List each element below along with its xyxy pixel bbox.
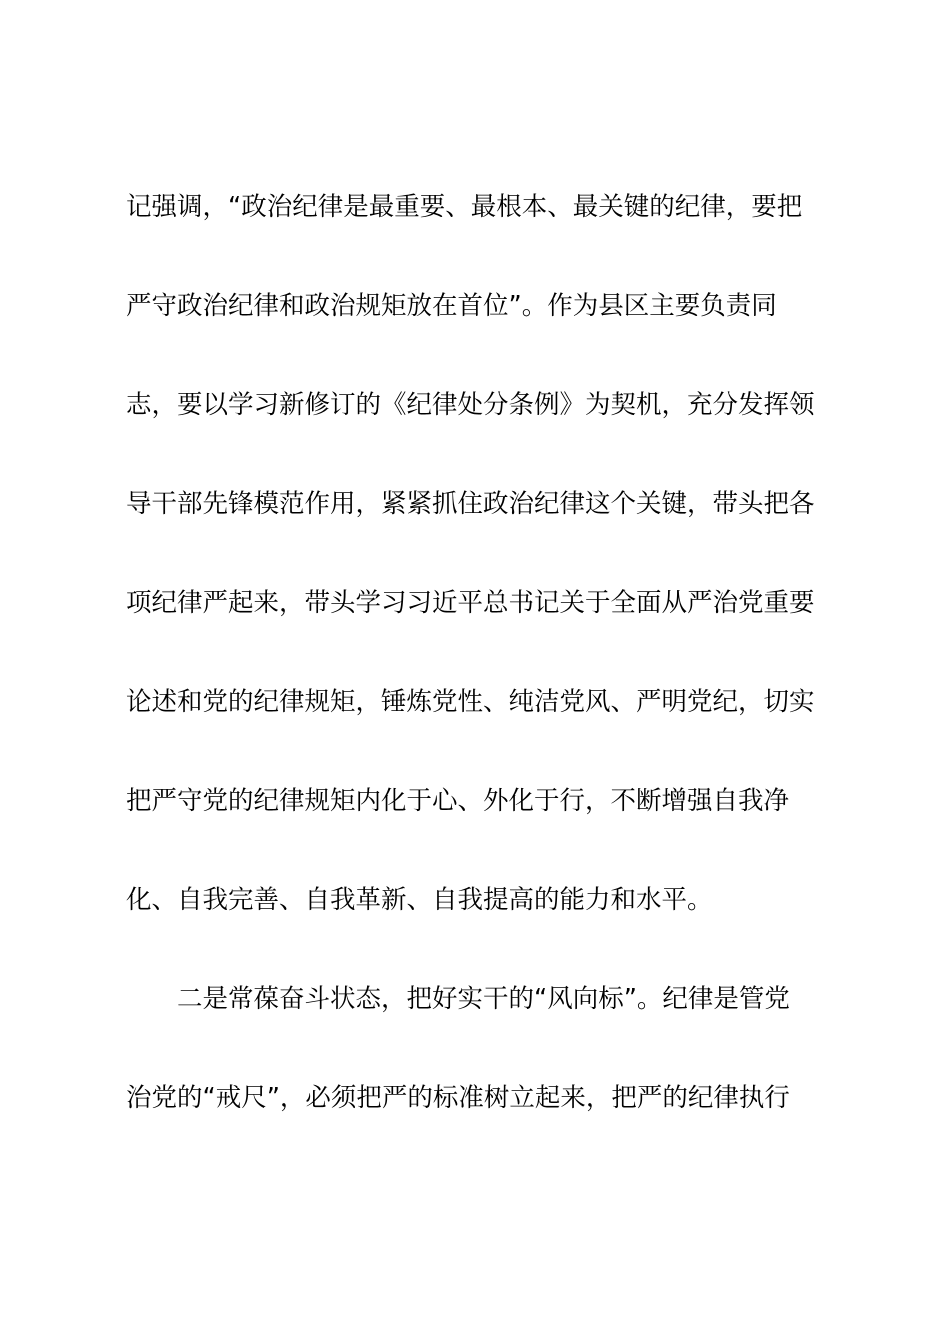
text-line: 化、自我完善、自我革新、自我提高的能力和水平。 (126, 885, 713, 915)
text-line: 论述和党的纪律规矩，锤炼党性、纯洁党风、严明党纪，切实 (126, 687, 815, 717)
text-line: 把严守党的纪律规矩内化于心、外化于行，不断增强自我净 (126, 786, 790, 816)
paragraph-start-line: 二是常葆奋斗状态，把好实干的“风向标”。纪律是管党 (177, 984, 790, 1014)
text-line: 严守政治纪律和政治规矩放在首位”。作为县区主要负责同 (126, 291, 777, 321)
text-line: 导干部先锋模范作用，紧紧抓住政治纪律这个关键，带头把各 (126, 489, 815, 519)
text-line: 治党的“戒尺”，必须把严的标准树立起来，把严的纪律执行 (126, 1083, 790, 1113)
text-line: 记强调，“政治纪律是最重要、最根本、最关键的纪律，要把 (126, 192, 803, 222)
text-line: 志，要以学习新修订的《纪律处分条例》为契机，充分发挥领 (126, 390, 815, 420)
text-line: 项纪律严起来，带头学习习近平总书记关于全面从严治党重要 (126, 588, 815, 618)
body-text (126, 182, 836, 1172)
